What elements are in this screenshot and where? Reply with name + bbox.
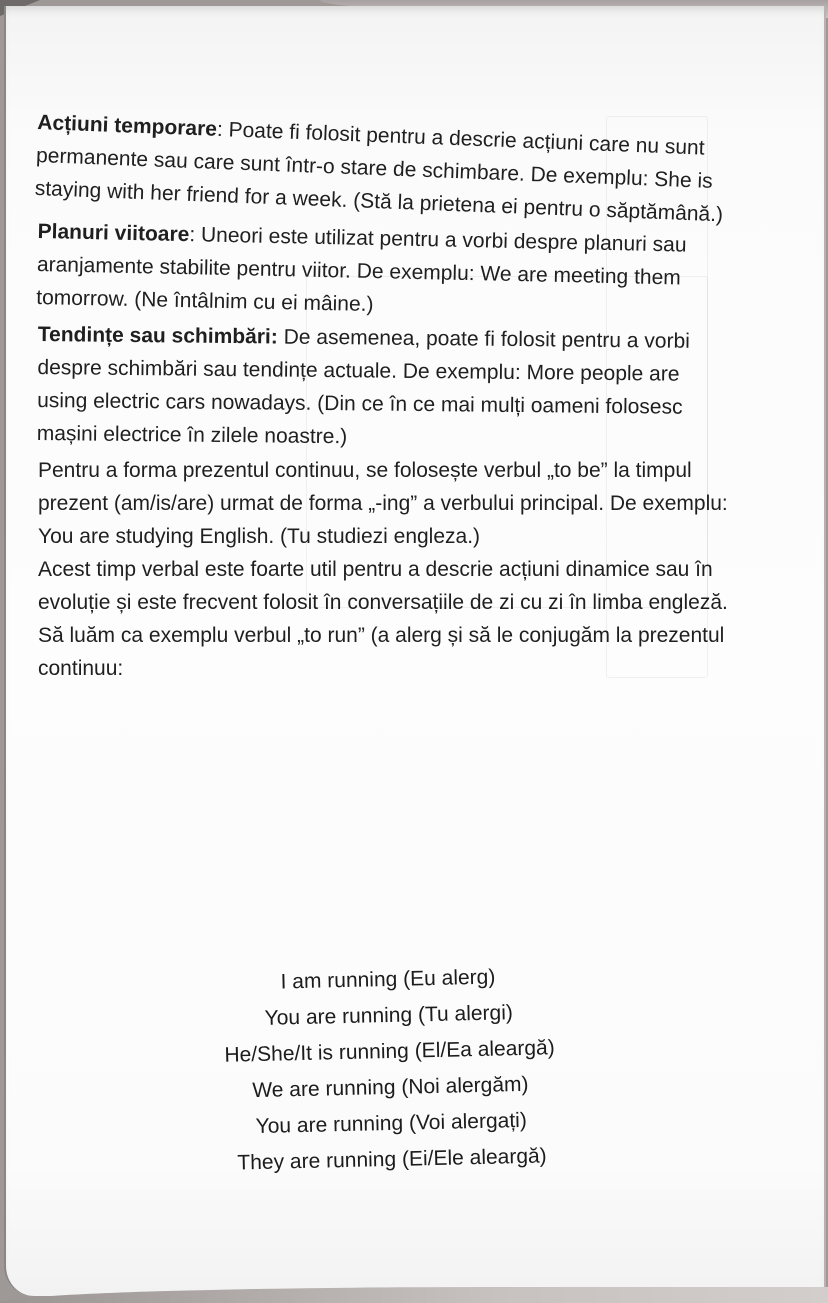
conjugation-line: We are running (Noi alergăm) xyxy=(252,1072,529,1103)
section-heading: Tendințe sau schimbări: xyxy=(37,322,278,349)
section-future-plans: Planuri viitoare: Uneori este utilizat pentru a vorbi despre planuri sau aranjamente stabilite pentru viitor. De exemplu: We are meeting them tomorrow. (Ne întâlnim cu ei mâine.) xyxy=(36,219,687,317)
section-trends xyxy=(37,318,728,457)
conjugation-line: I am running (Eu alerg) xyxy=(280,965,496,994)
conjugation-line: They are running (Ei/Ele aleargă) xyxy=(237,1144,547,1175)
section-text: De asemenea, poate fi folosit pentru a vorbi despre schimbări sau tendințe actuale. De exemplu: More people are using electric cars nowadays. (Din ce în ce mai mulți oameni folosesc mașini electrice în zilele noastre.) xyxy=(36,325,691,449)
section-heading: Acțiuni temporare xyxy=(36,110,218,141)
conjugation-line: He/She/It is running (El/Ea aleargă) xyxy=(224,1036,555,1067)
section-heading: Planuri viitoare xyxy=(37,219,190,247)
section-temporary-actions: Acțiuni temporare: Poate fi folosit pentru a descrie acțiuni care nu sunt permanente sau care sunt într-o stare de schimbare. De exemplu: She is staying with her friend for a week. (Stă la prietena ei pentru o săptămână.) xyxy=(34,110,724,227)
conjugation-list xyxy=(108,956,673,1185)
conjugation-line: You are running (Voi alergați) xyxy=(255,1108,528,1139)
section-text: Uneori este utilizat pentru a vorbi despre planuri sau aranjamente stabilite pentru viitor. De exemplu: We are meeting them tomorrow. (Ne întâlnim cu ei mâine.) xyxy=(36,223,687,317)
conjugation-line: You are running (Tu alergi) xyxy=(264,1001,514,1030)
paragraph-usage: Acest timp verbal este foarte util pentru a descrie acțiuni dinamice sau în evoluție și este frecvent folosit în conversațiile de zi cu zi în limba engleză. xyxy=(38,558,728,614)
paragraph-formation: Pentru a forma prezentul continuu, se folosește verbul „to be” la timpul prezent (am/is/are) urmat de forma „-ing” a verbului principal. De exemplu: You are studying English. (Tu studiezi engleza.) xyxy=(38,459,728,548)
document-body xyxy=(34,106,728,685)
section-text: Poate fi folosit pentru a descrie acțiuni care nu sunt permanente sau care sunt într-o stare de schimbare. De exemplu: She is staying with her friend for a week. (Stă la prietena ei pentru o săptămână.) xyxy=(34,118,724,227)
paragraph-example-intro: Să luăm ca exemplu verbul „to run” (a alerg și să le conjugăm la prezentul continuu: xyxy=(38,624,725,680)
